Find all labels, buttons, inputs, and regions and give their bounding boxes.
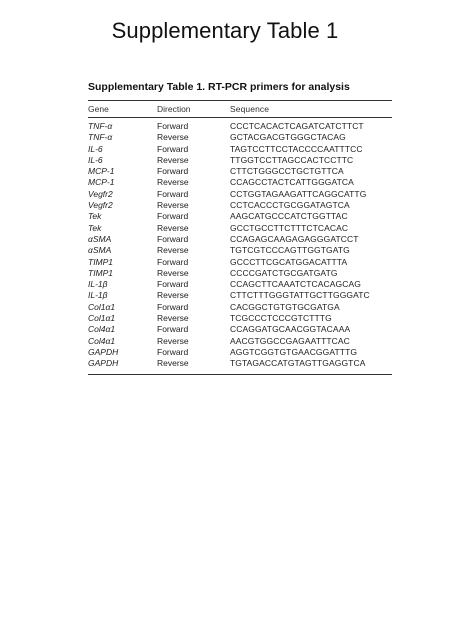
gene-cell: Tek	[88, 222, 102, 233]
table-row	[88, 313, 392, 324]
header-sequence: Sequence	[230, 104, 270, 114]
sequence-cell: CTTCTTTGGGTATTGCTTGGGATC	[230, 290, 370, 301]
sequence-cell: CACGGCTGTGTGCGATGA	[230, 301, 340, 312]
table-row	[88, 358, 392, 369]
gene-cell: GAPDH	[88, 346, 119, 357]
gene-cell: Col4α1	[88, 324, 116, 335]
direction-cell: Reverse	[157, 132, 189, 143]
direction-cell: Forward	[157, 346, 189, 357]
table-caption: Supplementary Table 1. RT-PCR primers for analysis	[88, 81, 350, 93]
direction-cell: Reverse	[157, 177, 189, 188]
gene-cell: TIMP1	[88, 256, 114, 267]
sequence-cell: CCAGAGCAAGAGAGGGATCCT	[230, 233, 359, 244]
sequence-cell: GCTACGACGTGGGCTACAG	[230, 132, 346, 143]
direction-cell: Forward	[157, 188, 189, 199]
gene-cell: MCP-1	[88, 177, 115, 188]
table-header-rule	[88, 117, 392, 118]
table-row	[88, 324, 392, 335]
direction-cell: Forward	[157, 256, 189, 267]
table-row	[88, 347, 392, 358]
gene-cell: TNF-α	[88, 121, 113, 131]
sequence-cell: TGTAGACCATGTAGTTGAGGTCA	[230, 358, 366, 369]
table-row	[88, 177, 392, 188]
gene-cell: Vegfr2	[88, 200, 113, 211]
sequence-cell: CTTCTGGGCCTGCTGTTCA	[230, 166, 344, 177]
direction-cell: Forward	[157, 211, 189, 222]
direction-cell: Reverse	[157, 267, 189, 278]
gene-cell: Vegfr2	[88, 188, 113, 199]
direction-cell: Forward	[157, 233, 189, 244]
table-row	[88, 302, 392, 313]
gene-cell: IL-6	[88, 154, 103, 165]
header-gene: Gene	[88, 104, 109, 114]
sequence-cell: CCAGCCTACTCATTGGGATCA	[230, 177, 354, 188]
direction-cell: Reverse	[157, 222, 189, 233]
direction-cell: Reverse	[157, 200, 189, 211]
gene-cell: Col1α1	[88, 301, 116, 312]
table-row	[88, 245, 392, 256]
gene-cell: GAPDH	[88, 358, 119, 369]
table-row	[88, 166, 392, 177]
sequence-cell: GCCTGCCTTCTTTCTCACAC	[230, 222, 349, 233]
sequence-cell: GCCCTTCGCATGGACATTTA	[230, 256, 348, 267]
sequence-cell: CCTGGTAGAAGATTCAGGCATTG	[230, 188, 367, 199]
direction-cell: Reverse	[157, 154, 189, 165]
table-header-row	[88, 102, 392, 117]
gene-cell: Col1α1	[88, 313, 116, 324]
table-row	[88, 234, 392, 245]
table-body	[88, 121, 392, 370]
sequence-cell: TCGCCCTCCCGTCTTTG	[230, 313, 332, 324]
gene-cell: IL-1β	[88, 290, 108, 301]
sequence-cell: CCCTCACACTCAGATCATCTTCT	[230, 121, 364, 131]
sequence-cell: CCAGGATGCAACGGTACAAA	[230, 324, 351, 335]
table-row	[88, 279, 392, 290]
gene-cell: MCP-1	[88, 166, 115, 177]
direction-cell: Forward	[157, 324, 189, 335]
sequence-cell: TTGGTCCTTAGCCACTCCTTC	[230, 154, 354, 165]
direction-cell: Reverse	[157, 335, 189, 346]
page-title: Supplementary Table 1	[111, 18, 339, 43]
table-row	[88, 144, 392, 155]
table-row	[88, 121, 392, 132]
table-row	[88, 200, 392, 211]
direction-cell: Reverse	[157, 358, 189, 369]
table-row	[88, 189, 392, 200]
sequence-cell: CCAGCTTCAAATCTCACAGCAG	[230, 279, 361, 290]
table-row	[88, 290, 392, 301]
sequence-cell: CCCCGATCTGCGATGATG	[230, 267, 338, 278]
gene-cell: TNF-α	[88, 132, 113, 143]
gene-cell: Col4α1	[88, 335, 116, 346]
direction-cell: Forward	[157, 121, 189, 131]
gene-cell: IL-1β	[88, 279, 108, 290]
gene-cell: TIMP1	[88, 267, 114, 278]
gene-cell: αSMA	[88, 245, 112, 256]
table-top-rule	[88, 100, 392, 101]
table-row	[88, 336, 392, 347]
sequence-cell: AAGCATGCCCATCTGGTTAC	[230, 211, 348, 222]
sequence-cell: TGTCGTCCCAGTTGGTGATG	[230, 245, 350, 256]
table-bottom-rule	[88, 374, 392, 375]
gene-cell: αSMA	[88, 233, 112, 244]
direction-cell: Forward	[157, 166, 189, 177]
table-row	[88, 132, 392, 143]
table-row	[88, 268, 392, 279]
table-row	[88, 223, 392, 234]
sequence-cell: CCTCACCCTGCGGATAGTCA	[230, 200, 350, 211]
table-row	[88, 257, 392, 268]
direction-cell: Forward	[157, 143, 189, 154]
gene-cell: IL-6	[88, 143, 103, 154]
direction-cell: Reverse	[157, 245, 189, 256]
header-direction: Direction	[157, 104, 191, 114]
direction-cell: Forward	[157, 279, 189, 290]
table-row	[88, 211, 392, 222]
sequence-cell: AGGTCGGTGTGAACGGATTTG	[230, 346, 358, 357]
gene-cell: Tek	[88, 211, 102, 222]
direction-cell: Reverse	[157, 313, 189, 324]
direction-cell: Reverse	[157, 290, 189, 301]
direction-cell: Forward	[157, 301, 189, 312]
table-row	[88, 155, 392, 166]
sequence-cell: AACGTGGCCGAGAATTTCAC	[230, 335, 350, 346]
sequence-cell: TAGTCCTTCCTACCCCAATTTCC	[230, 143, 363, 154]
primer-table	[88, 78, 392, 375]
